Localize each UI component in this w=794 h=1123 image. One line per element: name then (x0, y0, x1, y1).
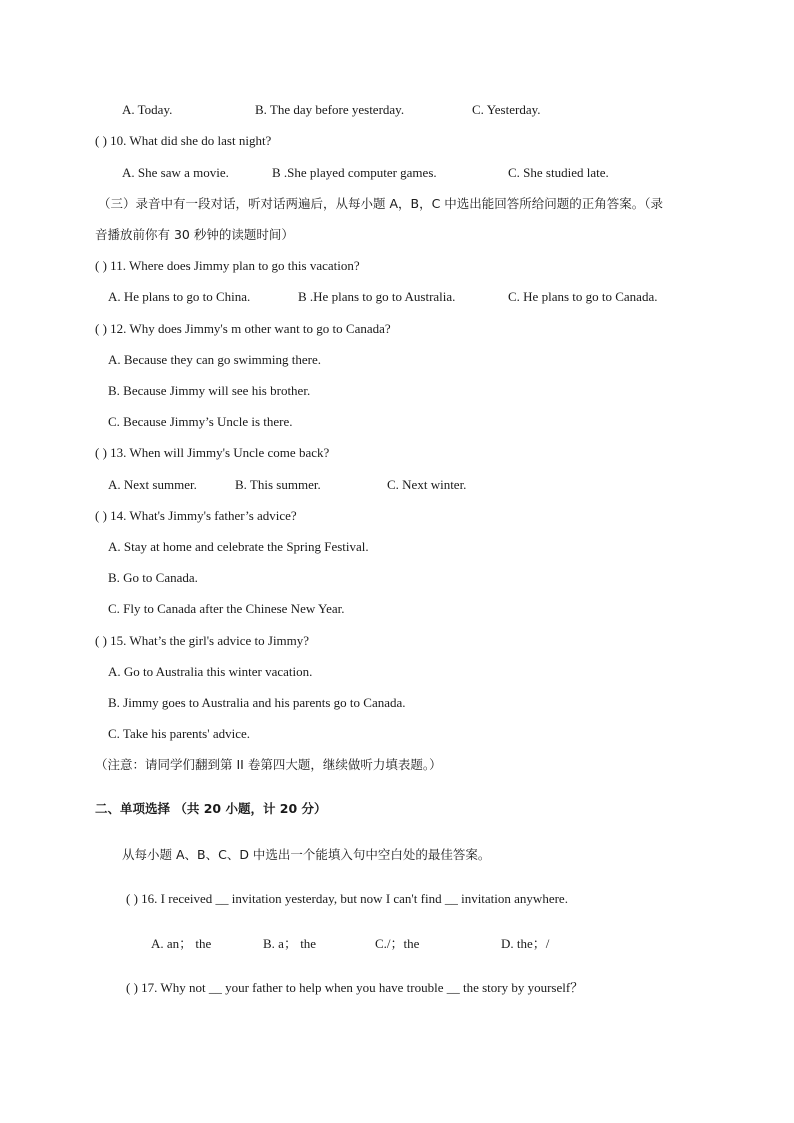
q11-option-c: C. He plans to go to Canada. (508, 289, 658, 304)
q11-option-b: B .He plans to go to Australia. (298, 289, 456, 304)
q14-option-b: B. Go to Canada. (108, 570, 198, 585)
section2-instructions: 从每小题 A、B、C、D 中选出一个能填入句中空白处的最佳答案。 (122, 847, 491, 862)
q10-option-a: A. She saw a movie. (122, 165, 229, 180)
q16-option-a: A. an； the (151, 936, 212, 951)
q12-option-c: C. Because Jimmy’s Uncle is there. (108, 414, 293, 429)
section3-instructions-cont: 音播放前你有 30 秒钟的读题时间） (95, 227, 294, 242)
q9-option-c: C. Yesterday. (472, 102, 541, 117)
q16-option-d: D. the；/ (501, 936, 550, 951)
answer-blank: ( ) (95, 508, 107, 523)
q12-option-a: A. Because they can go swimming there. (108, 352, 321, 367)
q16-question: 16. I received __ invitation yesterday, but now I can't find __ invitation anywhere. (141, 891, 568, 906)
note-turn-page: （注意：请同学们翻到第 II 卷第四大题，继续做听力填表题。） (95, 757, 442, 772)
q12-question: 12. Why does Jimmy's m other want to go to Canada? (110, 321, 391, 336)
answer-blank: ( ) (126, 980, 138, 995)
q11-question-line (95, 258, 360, 274)
q15-question: 15. What’s the girl's advice to Jimmy? (110, 633, 310, 648)
q12-question-line (95, 321, 391, 337)
q15-option-b: B. Jimmy goes to Australia and his parents go to Canada. (108, 695, 406, 710)
section2-heading: 二、单项选择 （共 20 小题，计 20 分） (95, 801, 327, 816)
q13-question-line (95, 445, 329, 461)
q16-option-b: B. a； the (263, 936, 317, 951)
q13-option-a: A. Next summer. (108, 477, 197, 492)
q14-question-line (95, 508, 297, 524)
section3-instructions: （三）录音中有一段对话，听对话两遍后，从每小题 A，B，C 中选出能回答所给问题的正角答案。（录 (98, 196, 664, 211)
q15-option-a: A. Go to Australia this winter vacation. (108, 664, 313, 679)
q15-question-line (95, 633, 309, 649)
q14-question: 14. What's Jimmy's father’s advice? (110, 508, 297, 523)
q9-option-b: B. The day before yesterday. (255, 102, 405, 117)
q10-question-line (95, 133, 271, 149)
q17-question-line (126, 980, 583, 996)
q16-option-c: C./；the (375, 936, 420, 951)
answer-blank: ( ) (95, 445, 107, 460)
q14-option-c: C. Fly to Canada after the Chinese New Year. (108, 601, 345, 616)
q10-question: 10. What did she do last night? (110, 133, 272, 148)
q13-option-b: B. This summer. (235, 477, 321, 492)
answer-blank: ( ) (95, 133, 107, 148)
answer-blank: ( ) (95, 258, 107, 273)
q13-option-c: C. Next winter. (387, 477, 467, 492)
q16-question-line (126, 891, 568, 907)
q11-option-a: A. He plans to go to China. (108, 289, 251, 304)
answer-blank: ( ) (95, 321, 107, 336)
q11-question: 11. Where does Jimmy plan to go this vacation? (110, 258, 360, 273)
q9-option-a: A. Today. (122, 102, 173, 117)
q15-option-c: C. Take his parents' advice. (108, 726, 250, 741)
q14-option-a: A. Stay at home and celebrate the Spring Festival. (108, 539, 369, 554)
answer-blank: ( ) (95, 633, 107, 648)
q10-option-c: C. She studied late. (508, 165, 609, 180)
q12-option-b: B. Because Jimmy will see his brother. (108, 383, 311, 398)
q10-option-b: B .She played computer games. (272, 165, 437, 180)
q13-question: 13. When will Jimmy's Uncle come back? (110, 445, 330, 460)
q17-question: 17. Why not __ your father to help when you have trouble __ the story by yourself？ (141, 980, 584, 995)
answer-blank: ( ) (126, 891, 138, 906)
